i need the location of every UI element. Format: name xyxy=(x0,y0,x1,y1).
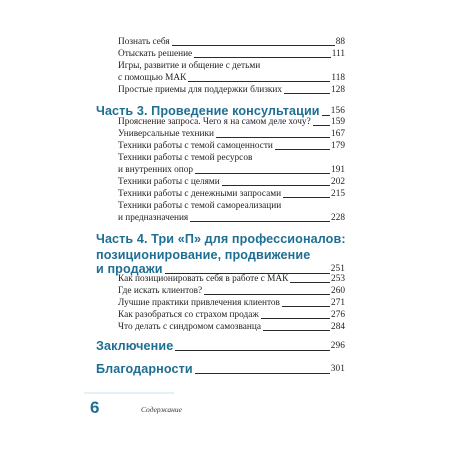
dot-leader xyxy=(195,173,330,174)
chapter-page: 296 xyxy=(330,341,345,351)
chapter-page: 301 xyxy=(330,364,345,374)
dot-leader xyxy=(263,330,330,331)
toc-entry-page: 276 xyxy=(331,310,345,320)
toc-entry[interactable] xyxy=(118,322,345,334)
page-number: 6 xyxy=(90,398,100,417)
dot-leader xyxy=(195,373,330,374)
toc-entry-title: Отыскать решение xyxy=(118,49,193,59)
toc-entry-page: 253 xyxy=(331,274,345,284)
dot-leader xyxy=(290,282,330,283)
toc-entry-title: Как разобраться со страхом продаж xyxy=(118,310,259,320)
toc-entry[interactable] xyxy=(118,298,345,310)
toc-entry-page: 228 xyxy=(331,213,345,223)
toc-entry-page: 111 xyxy=(331,49,345,59)
toc-entry-title-line2: и предназначения xyxy=(118,213,189,223)
toc-entry[interactable] xyxy=(118,310,345,322)
toc-entry-title: Где искать клиентов? xyxy=(118,286,203,296)
toc-entry-page: 284 xyxy=(331,322,345,332)
toc-entry[interactable] xyxy=(118,177,345,189)
chapter-heading-thanks[interactable] xyxy=(96,362,345,377)
toc-entry[interactable] xyxy=(118,213,345,225)
toc-entry[interactable] xyxy=(118,129,345,141)
chapter-title: и продажи xyxy=(96,262,163,276)
toc-entry-title: Как позиционировать себя в работе с МАК xyxy=(118,274,289,284)
toc-entry-title: Что делать с синдромом самозванца xyxy=(118,322,261,332)
toc-entry[interactable] xyxy=(118,37,345,49)
toc-entry-page: 202 xyxy=(331,177,345,187)
chapter-title: Заключение xyxy=(96,339,174,353)
dot-leader xyxy=(283,197,330,198)
toc-entry[interactable] xyxy=(118,73,345,85)
dot-leader xyxy=(172,45,335,46)
toc-entry-page: 215 xyxy=(331,189,345,199)
toc-entry-page: 128 xyxy=(331,85,345,95)
toc-entry-page: 260 xyxy=(331,286,345,296)
dot-leader xyxy=(204,294,330,295)
toc-entry-title-line2: и внутренних опор xyxy=(118,165,194,175)
dot-leader xyxy=(275,149,330,150)
toc-entry-page: 118 xyxy=(331,73,345,83)
chapter-title: Благодарности xyxy=(96,362,193,376)
dot-leader xyxy=(284,93,330,94)
toc-entry-page: 191 xyxy=(331,165,345,175)
toc-entry-title: Лучшие практики привлечения клиентов xyxy=(118,298,280,308)
toc-entry-title: Универсальные техники xyxy=(118,129,214,139)
dot-leader xyxy=(322,115,330,116)
toc-entry[interactable] xyxy=(118,165,345,177)
toc-entry-page: 167 xyxy=(331,129,345,139)
toc-entry[interactable] xyxy=(118,189,345,201)
dot-leader xyxy=(222,185,330,186)
toc-entry-title: Техники работы с целями xyxy=(118,177,220,187)
toc-entry[interactable] xyxy=(118,117,345,129)
dot-leader xyxy=(313,125,330,126)
toc-entry-title-line1[interactable]: Техники работы с темой ресурсов xyxy=(118,153,253,163)
chapter-heading-part4-line2[interactable]: позиционирование, продвижение xyxy=(96,248,311,262)
toc-entry[interactable] xyxy=(118,286,345,298)
footer-rule xyxy=(84,392,174,394)
chapter-heading-conclusion[interactable] xyxy=(96,339,345,354)
toc-entry-page: 271 xyxy=(331,298,345,308)
toc-entry-title-line1[interactable]: Техники работы с темой самореализации xyxy=(118,201,282,211)
toc-entry-title: Простые приемы для поддержки близких xyxy=(118,85,283,95)
toc-entry[interactable] xyxy=(118,274,345,286)
toc-entry[interactable] xyxy=(118,85,345,97)
dot-leader xyxy=(194,57,331,58)
toc-entry-title: Познать себя xyxy=(118,37,170,47)
chapter-page: 156 xyxy=(330,106,345,116)
toc-entry-title-line2: с помощью МАК xyxy=(118,73,187,83)
dot-leader xyxy=(190,221,330,222)
dot-leader xyxy=(282,306,330,307)
toc-entry-title: Прояснение запроса. Чего я на самом деле хочу? xyxy=(118,117,311,127)
chapter-title: Часть 3. Проведение консультации xyxy=(96,104,320,118)
chapter-heading-part4-line1[interactable]: Часть 4. Три «П» для профессионалов: xyxy=(96,232,346,246)
toc-entry-page: 159 xyxy=(331,117,345,127)
toc-entry-page: 179 xyxy=(331,141,345,151)
toc-entry-title-line1[interactable]: Игры, развитие и общение с детьми xyxy=(118,61,261,71)
toc-entry[interactable] xyxy=(118,141,345,153)
dot-leader xyxy=(261,318,330,319)
running-head: Содержание xyxy=(141,405,182,414)
dot-leader xyxy=(175,350,329,351)
toc-entry-title: Техники работы с темой самоценности xyxy=(118,141,273,151)
chapter-page: 251 xyxy=(330,264,345,274)
toc-entry-title: Техники работы с денежными запросами xyxy=(118,189,282,199)
dot-leader xyxy=(216,137,330,138)
dot-leader xyxy=(188,81,330,82)
toc-entry[interactable] xyxy=(118,49,345,61)
toc-entry-page: 88 xyxy=(335,37,345,47)
